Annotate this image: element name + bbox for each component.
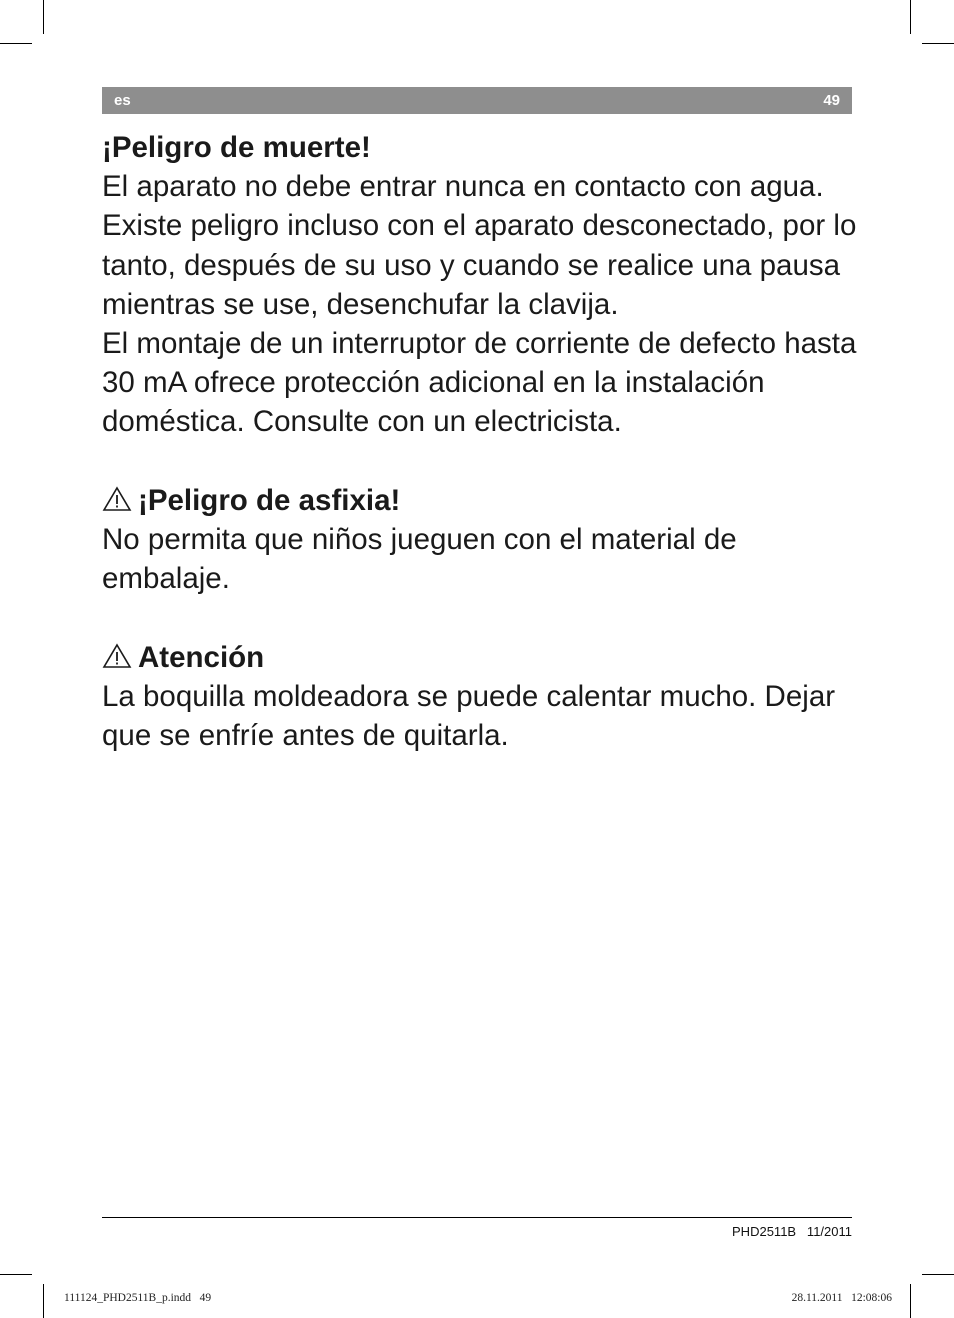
section-heading-row (102, 481, 862, 520)
footer-divider (102, 1217, 852, 1218)
language-code: es (114, 92, 131, 109)
section-heading: Atención (138, 640, 265, 674)
crop-mark (922, 43, 954, 44)
page-header-bar (102, 87, 852, 114)
section-paragraph: La boquilla moldeadora se puede calentar mucho. Dejar que se enfríe antes de quitarla. (102, 679, 836, 753)
section-attention (102, 638, 862, 756)
crop-mark (910, 0, 911, 34)
section-paragraph: El aparato no debe entrar nunca en contacto con agua. Existe peligro incluso con el aparato desconectado, por lo tanto, después de su uso y cuando se realice una pausa mientras se use, desenchufar la clavija. (102, 170, 857, 321)
crop-mark (43, 0, 44, 34)
section-heading-row (102, 638, 862, 677)
print-slug-file: 111124_PHD2511B_p.indd 49 (64, 1292, 212, 1304)
warning-triangle-icon (102, 486, 132, 512)
model-date-reference: PHD2511B 11/2011 (732, 1224, 852, 1239)
crop-mark (0, 1274, 32, 1275)
crop-mark (43, 1284, 44, 1318)
section-danger-suffocation (102, 481, 862, 599)
safety-instructions (102, 128, 862, 755)
page-number: 49 (823, 92, 840, 109)
section-paragraph: No permita que niños jueguen con el material de embalaje. (102, 523, 737, 596)
section-spacer (102, 598, 862, 637)
warning-triangle-icon (102, 643, 132, 669)
crop-mark (922, 1274, 954, 1275)
crop-mark (0, 43, 32, 44)
section-danger-death (102, 128, 862, 442)
print-slug-timestamp: 28.11.2011 12:08:06 (791, 1292, 892, 1304)
section-spacer (102, 442, 862, 481)
section-paragraph: El montaje de un interruptor de corriente de defecto hasta 30 mA ofrece protección adicional en la instalación doméstica. Consulte con un electricista. (102, 327, 857, 439)
section-heading: ¡Peligro de asfixia! (138, 483, 401, 517)
section-heading: ¡Peligro de muerte! (102, 131, 371, 164)
crop-mark (910, 1284, 911, 1318)
